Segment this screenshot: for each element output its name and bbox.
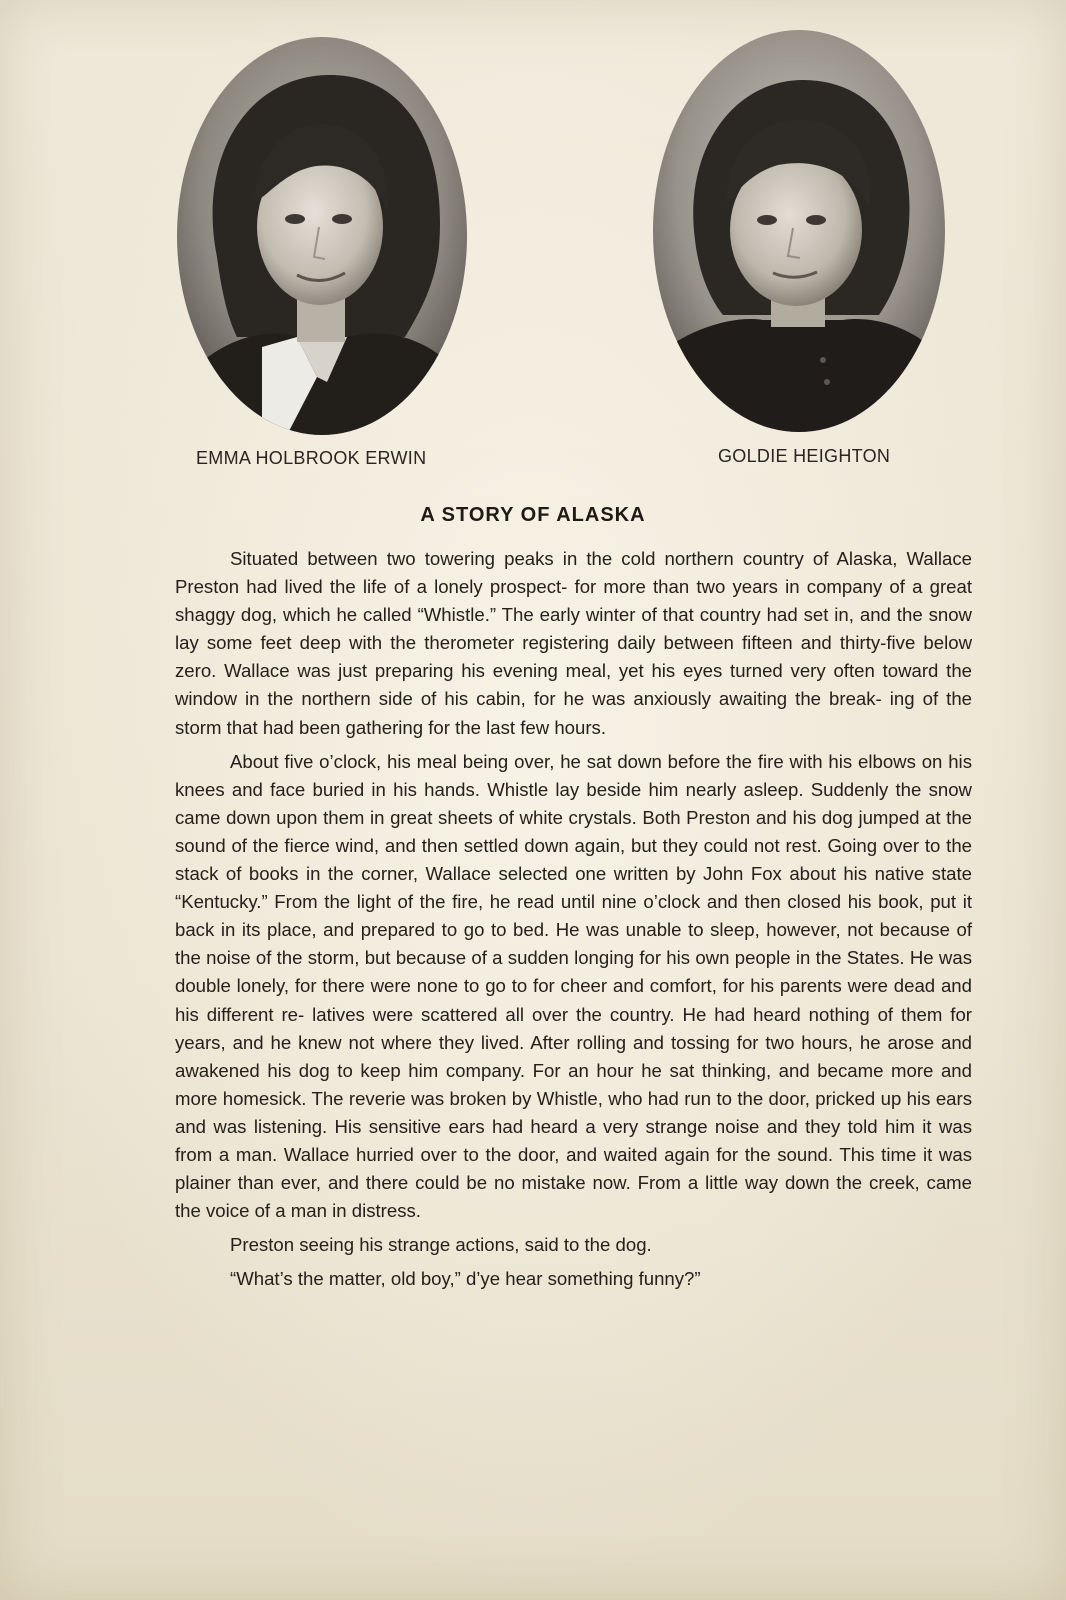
story-paragraph: Situated between two towering peaks in the cold northern country of Alaska, Wallace Preston had lived the life of a lonely prospect- for more than two years in company of a great shaggy dog, which he called “Whistle.” The early winter of that country had set in, and the snow lay some feet deep with the therometer registering daily between fifteen and thirty-five below zero. Wallace was just preparing his evening meal, yet his eyes turned very often toward the window in the northern side of his cabin, for he was anxiously awaiting the break- ing of the storm that had been gathering for the last few hours. bbox=[175, 548, 972, 738]
portrait-image-left bbox=[177, 37, 467, 435]
story-paragraph: Preston seeing his strange actions, said to the dog. bbox=[230, 1234, 652, 1256]
portrait-caption-right: GOLDIE HEIGHTON bbox=[718, 446, 891, 466]
portrait-photo-right bbox=[653, 30, 945, 432]
story-paragraph: “What’s the matter, old boy,” d’ye hear something funny?” bbox=[230, 1268, 701, 1290]
portrait-caption-left: EMMA HOLBROOK ERWIN bbox=[196, 448, 427, 468]
story-body bbox=[175, 545, 972, 1299]
portrait-photo-left bbox=[177, 37, 467, 435]
story-title: A STORY OF ALASKA bbox=[420, 504, 646, 526]
story-paragraph: About five o’clock, his meal being over, he sat down before the fire with his elbows on his knees and face buried in his hands. Whistle lay beside him nearly asleep. Suddenly the snow came down upon them in great sheets of white crystals. Both Preston and his dog jumped at the sound of the fierce wind, and then settled down again, but they could not rest. Going over to the stack of books in the corner, Wallace selected one written by John Fox about his native state “Kentucky.” From the light of the fire, he read until nine o’clock and then closed his book, put it back in its place, and prepared to go to bed. He was unable to sleep, however, not because of the noise of the storm, but because of a sudden longing for his own people in the States. He was double lonely, for there were none to go to for cheer and comfort, for his parents were dead and his different re- latives were scattered all over the country. He had heard nothing of them for years, and he knew not where they lived. After rolling and tossing for two hours, he arose and awakened his dog to keep him company. For an hour he sat thinking, and became more and more homesick. The reverie was broken by Whistle, who had run to the door, pricked up his ears and was listening. His sensitive ears had heard a very strange noise and they told him it was from a man. Wallace hurried over to the door, and waited again for the sound. This time it was plainer than ever, and there could be no mistake now. From a little way down the creek, came the voice of a man in distress. bbox=[175, 750, 972, 1222]
portrait-image-right bbox=[653, 30, 945, 432]
